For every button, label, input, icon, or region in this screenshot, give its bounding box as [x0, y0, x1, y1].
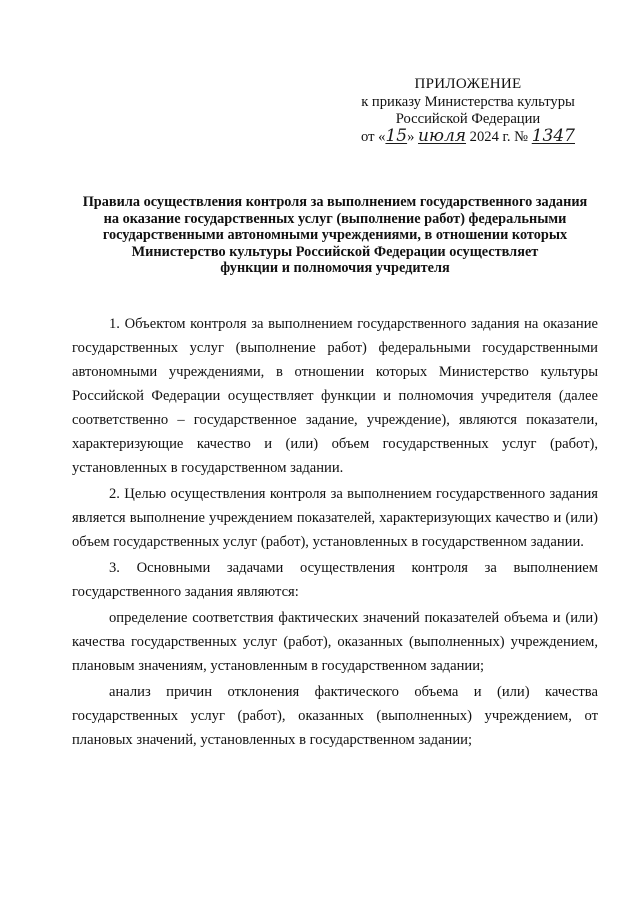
paragraph-3-item-2: анализ причин отклонения фактического объема и (или) качества государственных услуг (работ), оказанных (выполненных) учреждением, от плановых значений, установленных в государственном задании; [72, 684, 598, 748]
appendix-line-2: Российской Федерации [395, 111, 541, 127]
order-quote-close: » [407, 129, 415, 145]
title-line: Правила осуществления контроля за выполнением государственного задания [82, 194, 588, 210]
title-line: государственными автономными учреждениями, в отношении которых [102, 227, 568, 243]
paragraph-3: 3. Основными задачами осуществления контроля за выполнением государственного задания являются: [72, 560, 598, 600]
order-number-handwritten: 1347 [531, 126, 575, 146]
appendix-line-1: к приказу Министерства культуры [361, 94, 575, 110]
order-year-text: 2024 г. № [466, 129, 532, 145]
document-title [72, 194, 598, 277]
title-line: Министерство культуры Российской Федерации осуществляет [131, 243, 539, 260]
appendix-header [348, 76, 588, 146]
paragraph-3-item-1: определение соответствия фактических значений показателей объема и (или) качества государственных услуг (работ), оказанных (выполненных) учреждением, плановым значениям, установленным в государственном задании; [72, 610, 598, 674]
paragraph-2: 2. Целью осуществления контроля за выполнением государственного задания является выполнение учреждением показателей, характеризующих качество и (или) объем государственных услуг (работ), установленных в государственном задании. [72, 486, 598, 550]
order-date-number [348, 128, 588, 146]
order-day-handwritten: 15 [385, 126, 408, 146]
document-body [72, 312, 598, 754]
order-month-handwritten: июля [418, 126, 467, 146]
title-line: на оказание государственных услуг (выполнение работ) федеральными [103, 210, 567, 227]
order-prefix: от « [361, 129, 386, 145]
paragraph-1: 1. Объектом контроля за выполнением государственного задания на оказание государственных услуг (выполнение работ) федеральными государственными автономными учреждениями, в отношении которых Министерство культуры Российской Федерации осуществляет функции и полномочия учредителя (далее соответственно – государственное задание, учреждение), являются показатели, характеризующие качество и (или) объем государственных услуг (работ), установленных в государственном задании. [72, 316, 598, 476]
appendix-title: ПРИЛОЖЕНИЕ [414, 76, 522, 92]
title-line: функции и полномочия учредителя [220, 260, 450, 276]
